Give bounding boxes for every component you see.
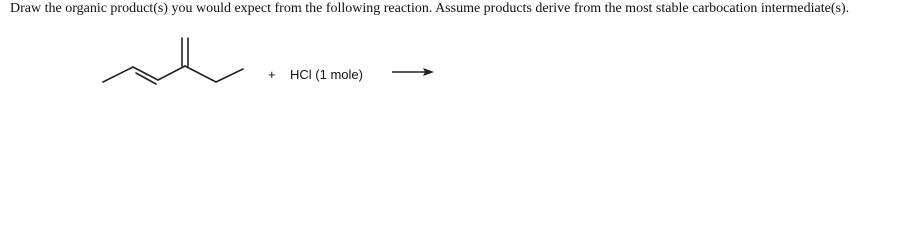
skeletal-diene-icon: [0, 0, 913, 102]
plus-sign: +: [268, 67, 276, 82]
bond: [185, 66, 216, 82]
bond: [216, 69, 243, 82]
bond: [158, 66, 185, 80]
reaction-arrow-icon: [392, 66, 434, 78]
question-text: Draw the organic product(s) you would expect from the following reaction. Assume products derive from the most stable carbocation intermediate(s).: [10, 1, 850, 16]
bond: [103, 67, 133, 82]
reagent-label: HCl (1 mole): [290, 67, 363, 82]
